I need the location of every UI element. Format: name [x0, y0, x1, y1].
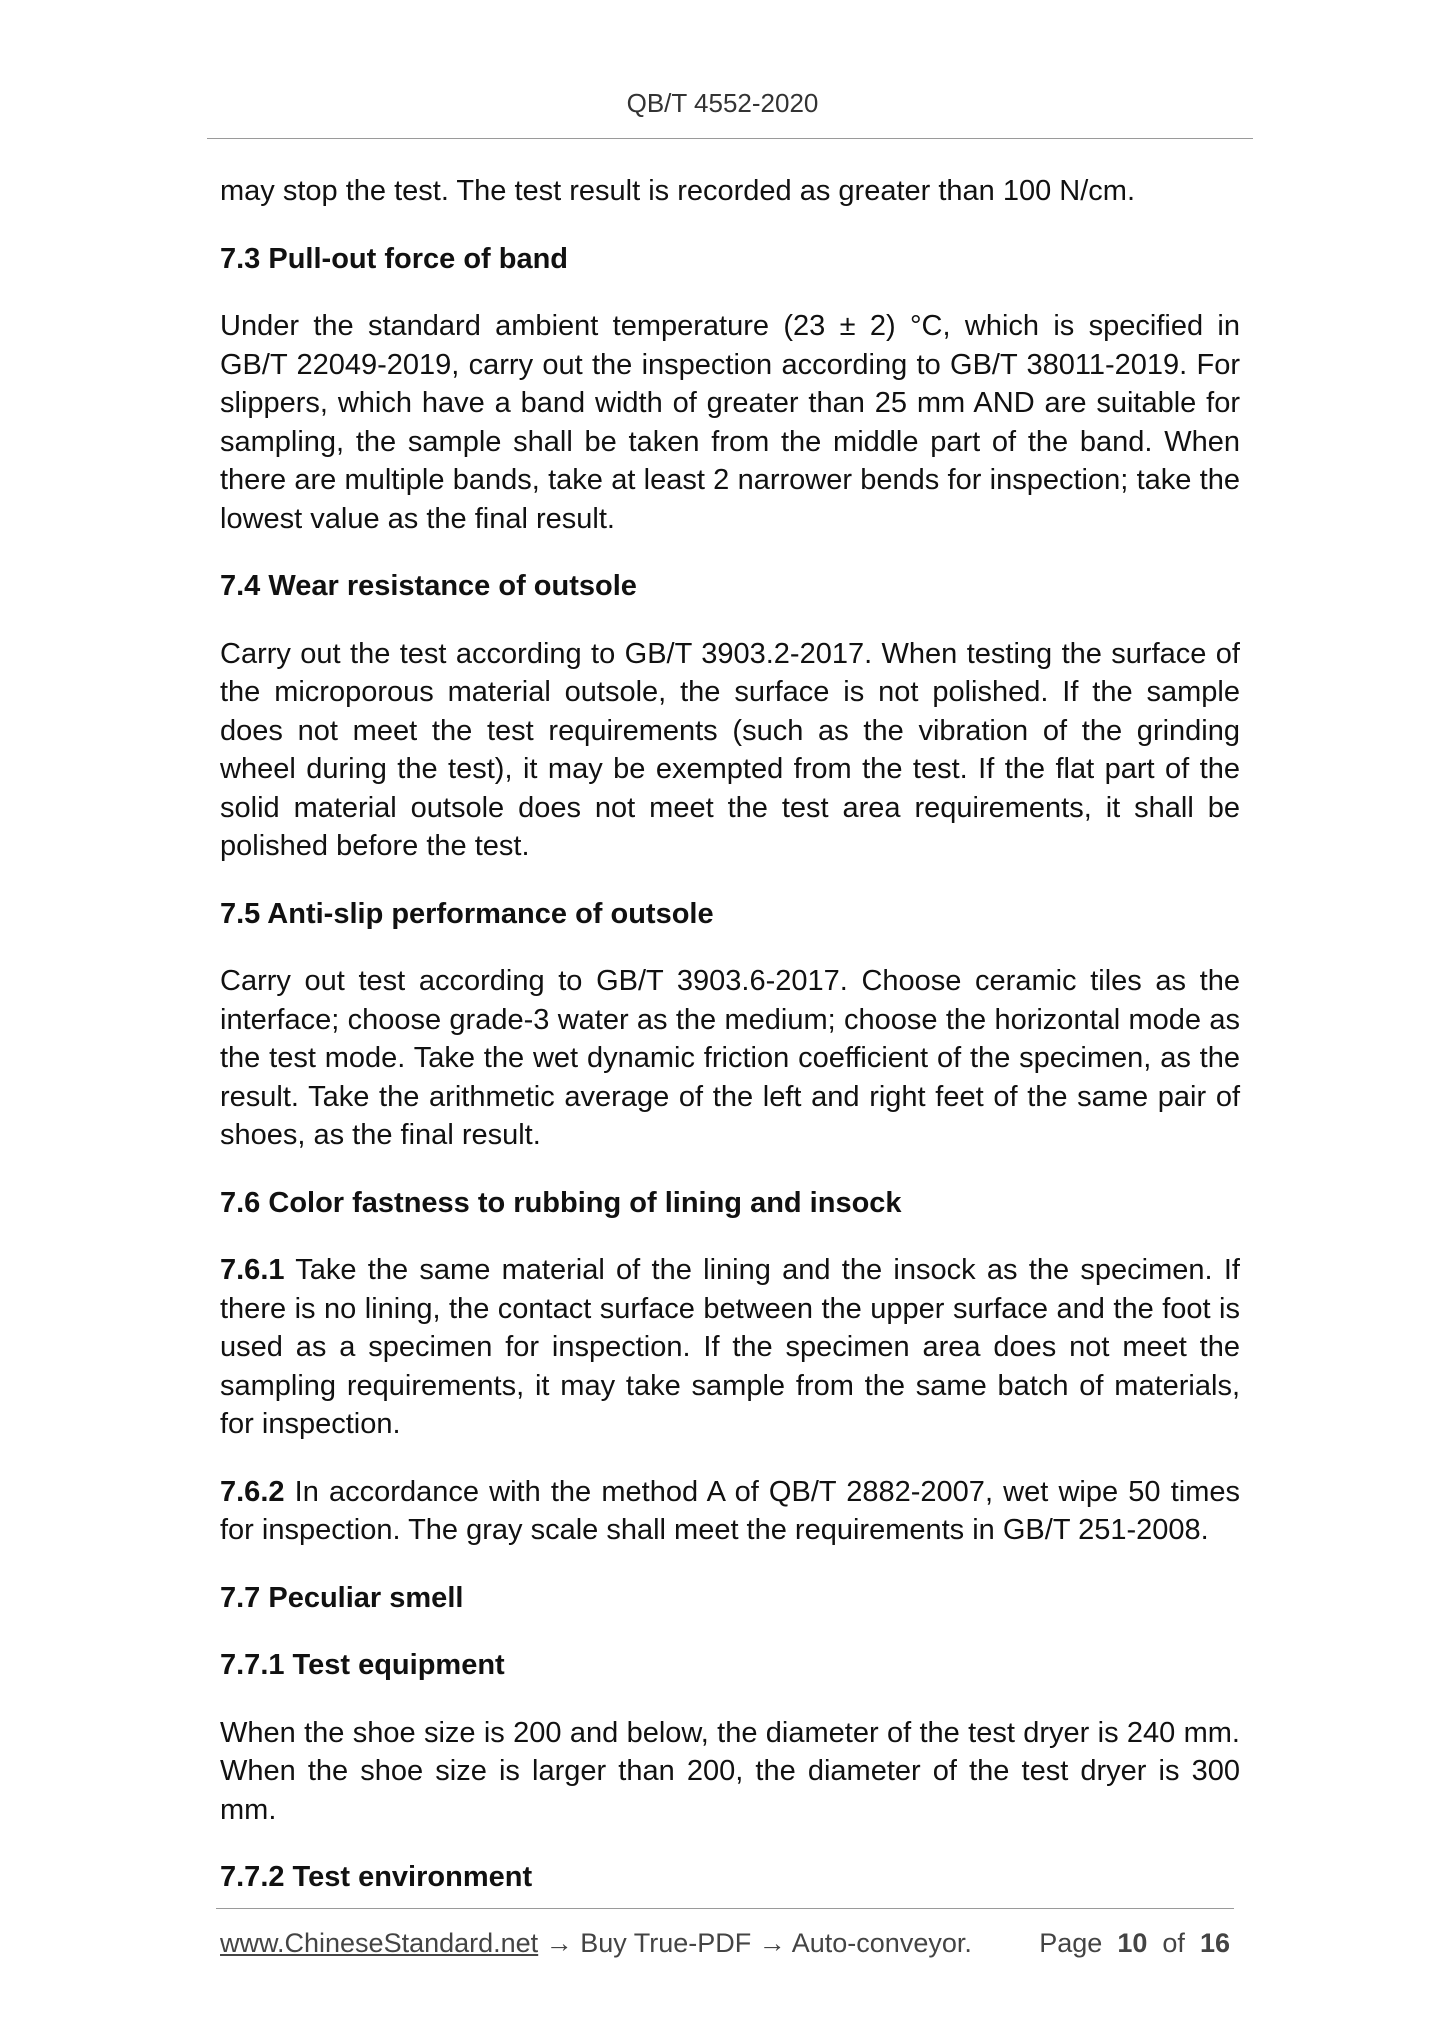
subsection-7-7-1-text: When the shoe size is 200 and below, the diameter of the test dryer is 240 mm. When the shoe size is larger than 200, the diameter of the test dryer is 300 mm. — [220, 1716, 1240, 1826]
section-7-3-text: Under the standard ambient temperature (23 ± 2) °C, which is specified in GB/T 22049-2019, carry out the inspection according to GB/T 38011-2019. For slippers, which have a band width of greater than 25 mm AND are suitable for sampling, the sample shall be taken from the middle part of the band. When there are multiple bands, take at least 2 narrower bends for inspection; take the lowest value as the final result. — [220, 310, 1240, 535]
section-7-4-heading: 7.4 Wear resistance of outsole — [220, 570, 637, 602]
page-indicator — [1039, 1928, 1230, 1959]
subsection-7-7-1-heading: 7.7.1 Test equipment — [220, 1649, 505, 1681]
section-7-3-heading: 7.3 Pull-out force of band — [220, 242, 569, 275]
section-7-5-heading: 7.5 Anti-slip performance of outsole — [220, 897, 714, 930]
page-current: 10 — [1117, 1928, 1148, 1958]
clause-7-6-2 — [220, 1473, 1240, 1550]
section-7-5-text: Carry out test according to GB/T 3903.6-2017. Choose ceramic tiles as the interface; choose grade-3 water as the medium; choose the horizontal mode as the test mode. Take the wet dynamic friction coefficient of the specimen, as the result. Take the arithmetic average of the left and right feet of the same pair of shoes, as the final result. — [220, 965, 1240, 1151]
page-label: Page — [1039, 1928, 1103, 1958]
site-link[interactable]: www.ChineseStandard.net — [220, 1928, 539, 1958]
clause-text: In accordance with the method A of QB/T 2882-2007, wet wipe 50 times for inspection. The gray scale shall meet the requirements in GB/T 251-2008. — [220, 1475, 1240, 1546]
clause-7-6-1 — [220, 1251, 1240, 1444]
header-divider — [207, 138, 1253, 139]
footer-divider — [216, 1908, 1234, 1909]
footer-nav-text: → Buy True-PDF → Auto-conveyor. — [538, 1928, 972, 1958]
page-of: of — [1162, 1928, 1185, 1958]
page-footer — [220, 1928, 1230, 1959]
document-body — [220, 172, 1240, 1926]
subsection-7-7-2-heading: 7.7.2 Test environment — [220, 1861, 533, 1893]
section-7-4-text: Carry out the test according to GB/T 3903.2-2017. When testing the surface of the microporous material outsole, the surface is not polished. If the sample does not meet the test requirements (such as the vibration of the grinding wheel during the test), it may be exempted from the test. If the flat part of the solid material outsole does not meet the test area requirements, it shall be polished before the test. — [220, 637, 1240, 862]
section-7-7-heading: 7.7 Peculiar smell — [220, 1581, 464, 1614]
running-header: QB/T 4552-2020 — [626, 88, 819, 118]
clause-number: 7.6.1 — [220, 1254, 285, 1286]
continued-paragraph: may stop the test. The test result is recorded as greater than 100 N/cm. — [220, 175, 1136, 207]
page-total: 16 — [1199, 1928, 1230, 1958]
clause-text: Take the same material of the lining and the insock as the specimen. If there is no lining, the contact surface between the upper surface and the foot is used as a specimen for inspection. If the specimen area does not meet the sampling requirements, it may take sample from the same batch of materials, for inspection. — [220, 1254, 1240, 1440]
clause-number: 7.6.2 — [220, 1475, 285, 1508]
section-7-6-heading: 7.6 Color fastness to rubbing of lining and insock — [220, 1186, 902, 1219]
